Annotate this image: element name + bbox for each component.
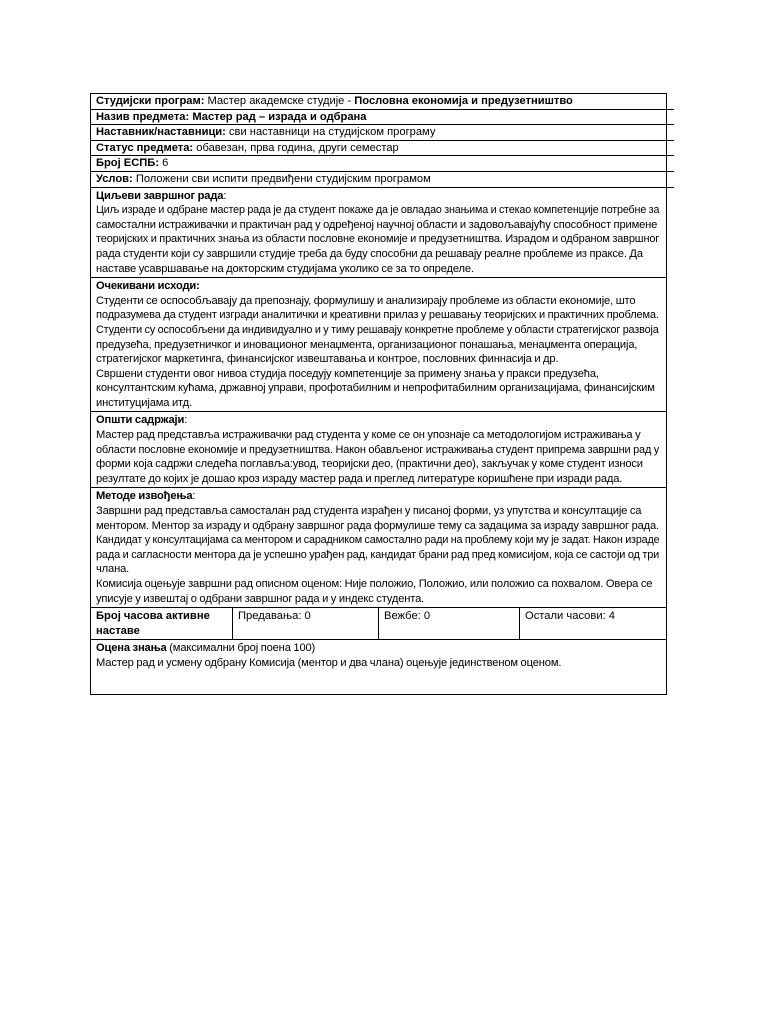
methods-label-colon: : [192, 490, 196, 503]
status-label: Статус предмета: [95, 141, 194, 154]
status-row [91, 141, 674, 157]
program-value: Мастер академске студије - [207, 95, 355, 107]
grading-section [91, 640, 666, 694]
grading-label: Оцена знања [96, 642, 167, 655]
teacher-label: Наставник/наставници: [95, 126, 226, 139]
program-row [91, 94, 674, 110]
content-line: Мастер рад представља истраживачки рад студента у коме се он упознаје са методологијом истраживања у [96, 429, 641, 442]
methods-section [91, 488, 666, 608]
exercises-cell: Вежбе: 0 [379, 608, 520, 639]
ects-row [91, 156, 674, 172]
goals-section [91, 188, 666, 279]
goals-label: Циљеви завршног рада [96, 189, 224, 202]
outcomes-line: Свршени студенти овог нивоа студија поседују компетенције за примену знања у пракси предузећа, [96, 367, 599, 380]
ects-value: 6 [162, 157, 169, 170]
methods-line: Завршни рад представља самосталан рад студента израђен у писаној форми, уз упутства и консултације са [96, 505, 642, 518]
methods-line: члана. [96, 563, 130, 576]
outcomes-label: Очекивани исходи: [96, 280, 200, 293]
content-label: Општи садржаји [96, 414, 185, 427]
outcomes-line: Студенти су оспособљени да индивидуално и у тиму решавају конкретне проблеме у области стратегијског развоја [96, 323, 659, 336]
outcomes-line: институцијама итд. [96, 396, 192, 409]
condition-value: Положени сви испити предвиђени студијским програмом [135, 172, 431, 185]
methods-line: ментором. Ментор за израду и одбрану завршног рада формулише тему са задацима за израду завршног рада. [96, 519, 659, 532]
ects-label: Број ЕСПБ: [95, 157, 160, 170]
condition-row [91, 172, 674, 188]
program-name: Пословна економија и предузетништво [354, 95, 573, 107]
goals-label-colon: : [223, 189, 227, 202]
teacher-row [91, 125, 674, 141]
other-hours-cell: Остали часови: 4 [525, 610, 616, 623]
methods-line: рада и сагласности ментора да је успешно урађен рад, кандидат брани рад пред комисијом, која се састоји од три [96, 548, 660, 561]
goals-line: рада студенти који су завршили студије треба да буду способни да решавају реалне проблеме из праксе. Да [96, 247, 643, 260]
grading-text: Мастер рад и усмену одбрану Комисија (ментор и два члана) оцењује јединственом оценом. [96, 656, 562, 669]
teacher-value: сви наставници на студијском програму [228, 126, 436, 139]
lectures-cell: Предавања: 0 [233, 608, 379, 639]
condition-label: Услов: [95, 172, 133, 185]
methods-line: Комисија оцењује завршни рад описном оценом: Није положио, Положио, или положио са похвалом. Овера се [96, 578, 653, 590]
program-label: Студијски програм: [95, 95, 205, 107]
content-line: резултате до којих је дошао кроз израду мастер рада и преглед литературе коришћене при изради рада. [96, 472, 623, 485]
course-specification-table [90, 93, 667, 695]
hours-row [91, 608, 666, 640]
subject-row [91, 110, 674, 126]
content-line: области пословне економије и предузетништва. Након обављеног истраживања студент припрема завршни рад у [96, 443, 660, 456]
goals-line: Циљ израде и одбране мастер рада је да студент покаже да је овладао знањима и стекао компетенције потребне за [96, 204, 660, 217]
subject-value: Мастер рад – израда и одбрана [192, 110, 367, 123]
grading-max-points: (максимални број поена 100) [166, 642, 316, 655]
outcomes-line: предузећа, предузетничког и иновационог менаџмента, организационог понашања, менаџмента операција, [96, 338, 638, 351]
methods-line: уписује у извештај о одбрани завршног рада и у индекс студента. [96, 592, 425, 605]
hours-label: Број часова активне наставе [91, 608, 233, 639]
subject-label: Назив предмета: [95, 110, 190, 123]
content-line: форми која садржи следећа поглавља:увод, теоријски део, (практични део), закључак у коме студент износи [96, 458, 643, 471]
outcomes-line: подразумева да студент изгради аналитички и креативни прилаз у решавању теоријских и практичних проблема. [96, 309, 659, 322]
goals-line: наставе усавршавање на докторским студијама уколико се за то определе. [96, 262, 474, 275]
outcomes-line: консултантским кућама, државној управи, профотабилним и непрофитабилним организацијама, финансијским [96, 382, 655, 395]
content-section [91, 412, 666, 488]
goals-line: самостални истраживачки и практичан рад у одређеној научној области и задовољавајућу способност примене [96, 218, 658, 231]
goals-line: теоријских и практичних знања из области пословне економије и предузетништва. Израдом и одбраном завршног [96, 233, 660, 246]
methods-line: Кандидат у консултацијама са ментором и сарадником самостално ради на проблему који му је задат. Након израде [96, 534, 660, 547]
outcomes-section [91, 278, 666, 412]
outcomes-line: Студенти се оспособљавају да препознају, формулишу и анализирају проблеме из области економије, што [96, 294, 636, 307]
status-value: обавезан, прва година, други семестар [196, 141, 399, 154]
methods-label: Методе извођења [96, 490, 193, 503]
outcomes-line: стратегијског маркетинга, финансијског извештавања и контрое, пословних финнасија и др. [96, 353, 559, 366]
content-label-colon: : [184, 414, 188, 427]
